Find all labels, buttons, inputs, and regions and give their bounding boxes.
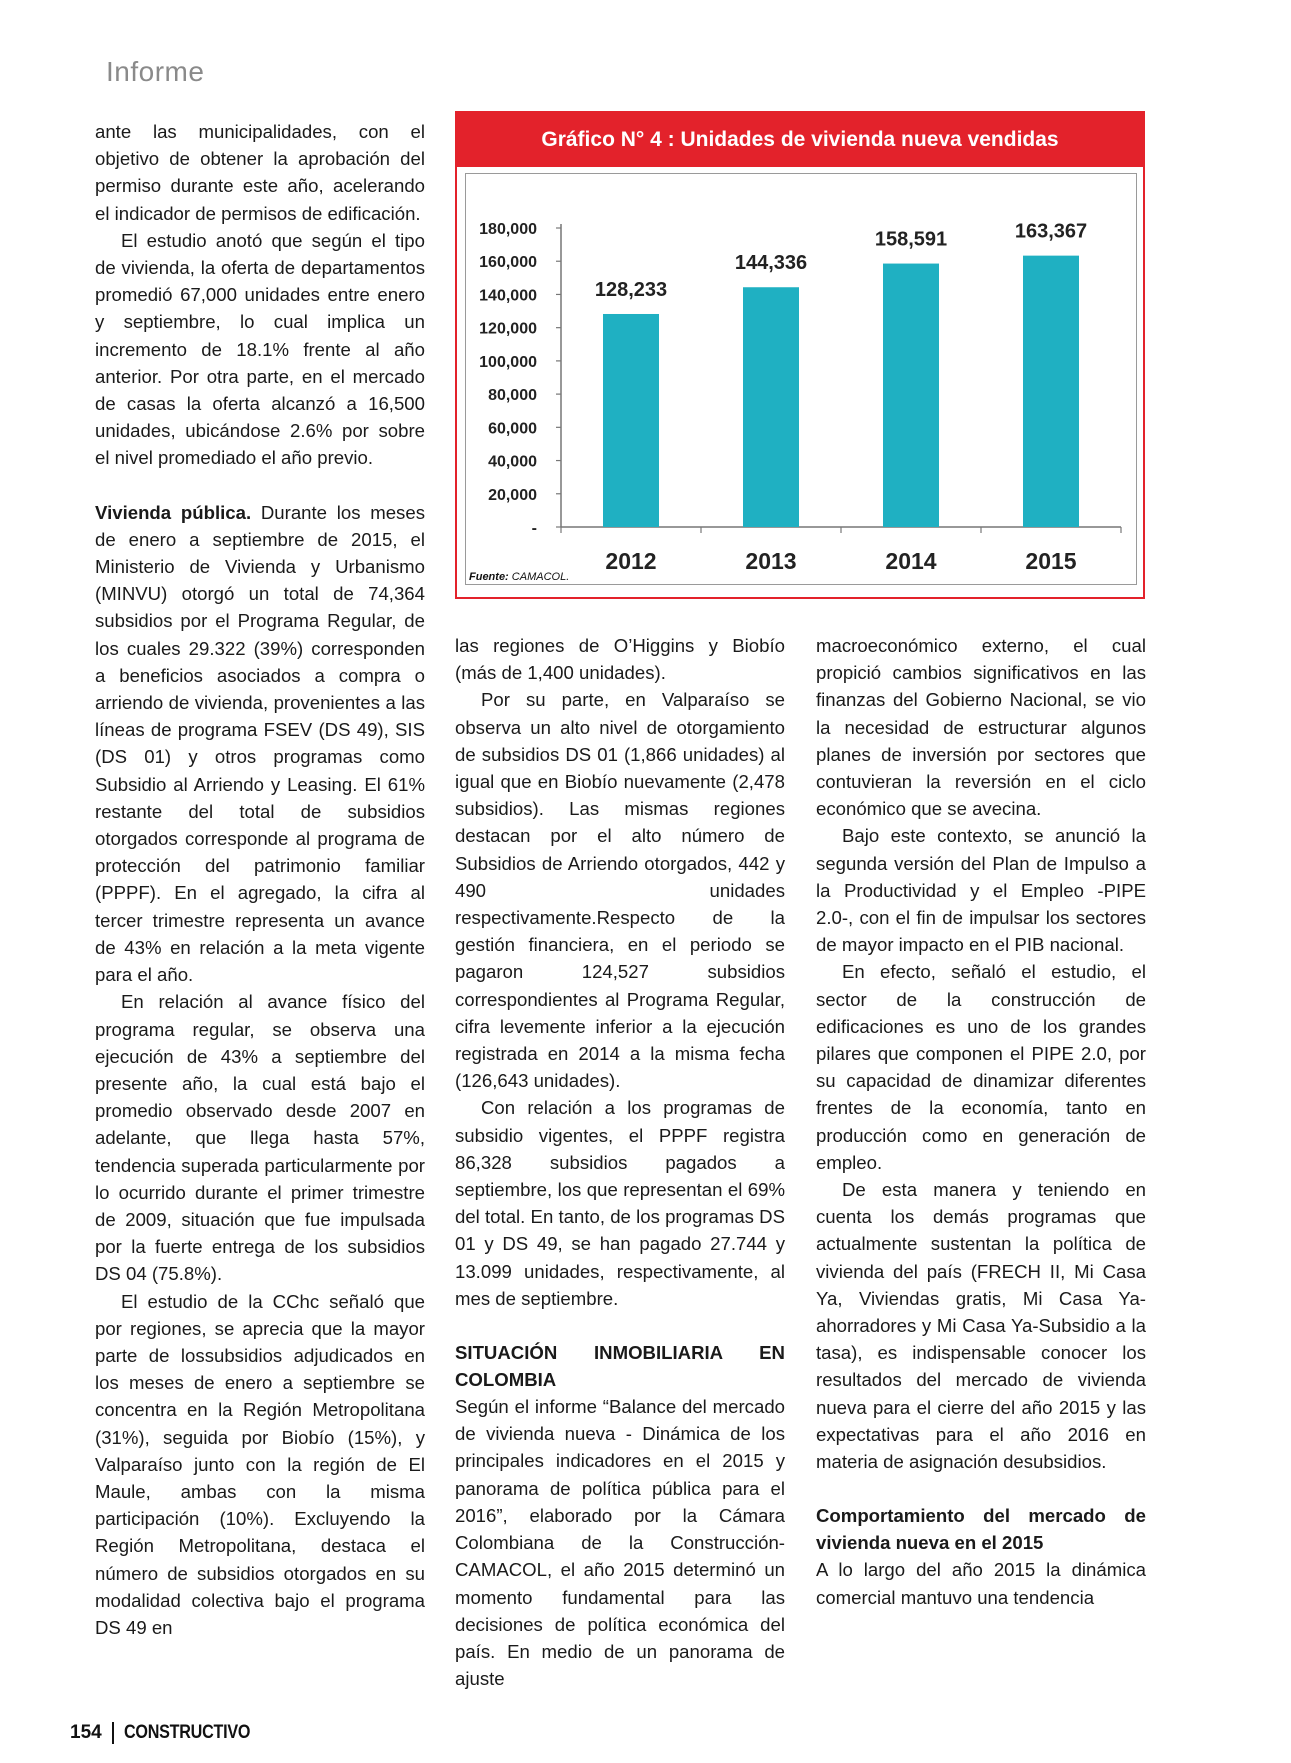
paragraph: El estudio anotó que según el tipo de vivienda, la oferta de departamentos promedió 67,000 unidades entre enero y septiembre, lo cual implica un incremento de 18.1% frente al año anterior. Por otra parte, en el mercado de casas la oferta alcanzó a 16,500 unidades, ubicándose 2.6% por sobre el nivel promediado el año previo. bbox=[95, 229, 425, 469]
section-heading: SITUACIÓN INMOBILIARIA EN COLOMBIA bbox=[455, 1342, 785, 1391]
data-label: 163,367 bbox=[1014, 220, 1088, 243]
run-in-heading: Vivienda pública. bbox=[95, 501, 252, 523]
magazine-name: CONSTRUCTIVO bbox=[123, 1722, 250, 1743]
y-tick-label: 20,000 bbox=[488, 486, 537, 504]
paragraph-text: Durante los meses de enero a septiembre de 2015, el Ministerio de Vivienda y Urbanismo (MINVU) otorgó un total de 74,364 subsidios por el Programa Regular, de los cuales 29.322 (39%) corresponden a beneficios asociados a compra o arriendo de vivienda, provenientes a las líneas de programa FSEV (DS 49), SIS (DS 01) y otros programas como Subsidio al Arriendo y Leasing. El 61% restante del total de subsidios otorgados corresponde al programa de protección del patrimonio familiar (PPPF). En el agregado, la cifra al tercer trimestre representa un avance de 43% en relación a la meta vigente para el año. bbox=[95, 501, 425, 986]
paragraph: Según el informe “Balance del mercado de vivienda nueva - Dinámica de los principales indicadores en el 2015 y panorama de política pública para el 2016”, elaborado por la Cámara Colombiana de la Construcción-CAMACOL, el año 2015 determinó un momento fundamental para las decisiones de política económica del país. En medio de un panorama de ajuste bbox=[455, 1396, 785, 1690]
y-tick-label: 180,000 bbox=[479, 221, 537, 238]
source-label: Fuente: bbox=[469, 571, 509, 583]
bar-2012 bbox=[603, 314, 659, 527]
y-tick-label: 60,000 bbox=[488, 420, 537, 438]
bar-2014 bbox=[883, 264, 939, 527]
page-number: 154 bbox=[70, 1722, 102, 1743]
page-footer bbox=[70, 1722, 272, 1744]
y-tick-label: 80,000 bbox=[488, 387, 537, 405]
footer-divider bbox=[112, 1722, 114, 1744]
section-heading: Comportamiento del mercado de vivienda nueva en el 2015 bbox=[816, 1505, 1146, 1554]
x-tick-label: 2015 bbox=[1025, 548, 1077, 574]
data-label: 128,233 bbox=[594, 278, 668, 301]
y-tick-label: 120,000 bbox=[479, 320, 537, 338]
paragraph: Por su parte, en Valparaíso se observa un alto nivel de otorgamiento de subsidios DS 01 (1,866 unidades) al igual que en Biobío nuevamente (2,478 subsidios). Las mismas regiones destacan por el alto número de Subsidios de Arriendo otorgados, 442 y 490 unidades respectivamente.Respecto de la gestión financiera, en el periodo se pagaron 124,527 subsidios correspondientes al Programa Regular, cifra levemente inferior a la ejecución registrada en 2014 a la misma fecha (126,643 unidades). bbox=[455, 689, 785, 1092]
paragraph: Con relación a los programas de subsidio vigentes, el PPPF registra 86,328 subsidios pagados a septiembre, los que representan el 69% del total. En tanto, de los programas DS 01 y DS 49, se han pagado 27.744 y 13.099 unidades, respectivamente, al mes de septiembre. bbox=[455, 1097, 785, 1309]
y-tick-label: 140,000 bbox=[479, 287, 537, 305]
chart-source bbox=[469, 571, 569, 583]
data-label: 144,336 bbox=[734, 252, 808, 275]
chart-plot-area bbox=[465, 173, 1137, 585]
paragraph: ante las municipalidades, con el objetivo de obtener la aprobación del permiso durante este año, acelerando el indicador de permisos de edificación. bbox=[95, 121, 425, 224]
section-label: Informe bbox=[106, 56, 205, 87]
paragraph: Bajo este contexto, se anunció la segunda versión del Plan de Impulso a la Productividad y el Empleo -PIPE 2.0-, con el fin de impulsar los sectores de mayor impacto en el PIB nacional. bbox=[816, 825, 1146, 956]
paragraph: De esta manera y teniendo en cuenta los demás programas que actualmente sustentan la política de vivienda del país (FRECH II, Mi Casa Ya, Viviendas gratis, Mi Casa Ya-ahorradores y Mi Casa Ya-Subsidio a la tasa), es indispensable conocer los resultados del mercado de vivienda nueva para el cierre del año 2015 y las expectativas para el año 2016 en materia de asignación desubsidios. bbox=[816, 1179, 1146, 1473]
paragraph: macroeconómico externo, el cual propició cambios significativos en las finanzas del Gobierno Nacional, se vio la necesidad de estructurar algunos planes de inversión por sectores que contuvieran la reversión en el ciclo económico que se avecina. bbox=[816, 635, 1146, 820]
paragraph: En relación al avance físico del programa regular, se observa una ejecución de 43% a septiembre del presente año, la cual está bajo el promedio observado desde 2007 en adelante, que llega hasta 57%, tendencia superada particularmente por lo ocurrido durante el primer trimestre de 2009, situación que fue impulsada por la fuerte entrega de los subsidios DS 04 (75.8%). bbox=[95, 991, 425, 1285]
source-value: CAMACOL. bbox=[508, 571, 570, 583]
text-column-2 bbox=[455, 632, 785, 1692]
x-tick-label: 2012 bbox=[605, 548, 657, 574]
paragraph: El estudio de la CChc señaló que por regiones, se aprecia que la mayor parte de lossubsidios adjudicados en los meses de enero a septiembre se concentra en la Región Metropolitana (31%), seguida por Biobío (15%), y Valparaíso junto con la región de El Maule, ambas con la misma participación (10%). Excluyendo la Región Metropolitana, destaca el número de subsidios otorgados en su modalidad colectiva bajo el programa DS 49 en bbox=[95, 1290, 425, 1638]
paragraph: En efecto, señaló el estudio, el sector de la construcción de edificaciones es uno de los grandes pilares que componen el PIPE 2.0, por su capacidad de dinamizar diferentes frentes de la economía, tanto en producción como en generación de empleo. bbox=[816, 961, 1146, 1173]
chart-title: Gráfico N° 4 : Unidades de vivienda nueva vendidas bbox=[457, 113, 1143, 167]
x-tick-label: 2013 bbox=[745, 548, 797, 574]
bar-2013 bbox=[743, 287, 799, 527]
y-tick-label: 160,000 bbox=[479, 254, 537, 272]
chart-figure bbox=[455, 111, 1145, 599]
text-column-3 bbox=[816, 632, 1146, 1611]
x-tick-label: 2014 bbox=[885, 548, 937, 574]
bar-chart bbox=[466, 174, 1136, 584]
paragraph: las regiones de O’Higgins y Biobío (más de 1,400 unidades). bbox=[455, 635, 785, 684]
text-column-1 bbox=[95, 118, 425, 1641]
y-tick-label: 40,000 bbox=[488, 453, 537, 471]
y-tick-label: - bbox=[531, 520, 537, 537]
data-label: 158,591 bbox=[874, 228, 948, 251]
bar-2015 bbox=[1023, 256, 1079, 527]
paragraph: A lo largo del año 2015 la dinámica comercial mantuvo una tendencia bbox=[816, 1559, 1146, 1608]
paragraph-vivienda-publica bbox=[95, 499, 425, 989]
y-tick-label: 100,000 bbox=[479, 353, 537, 371]
